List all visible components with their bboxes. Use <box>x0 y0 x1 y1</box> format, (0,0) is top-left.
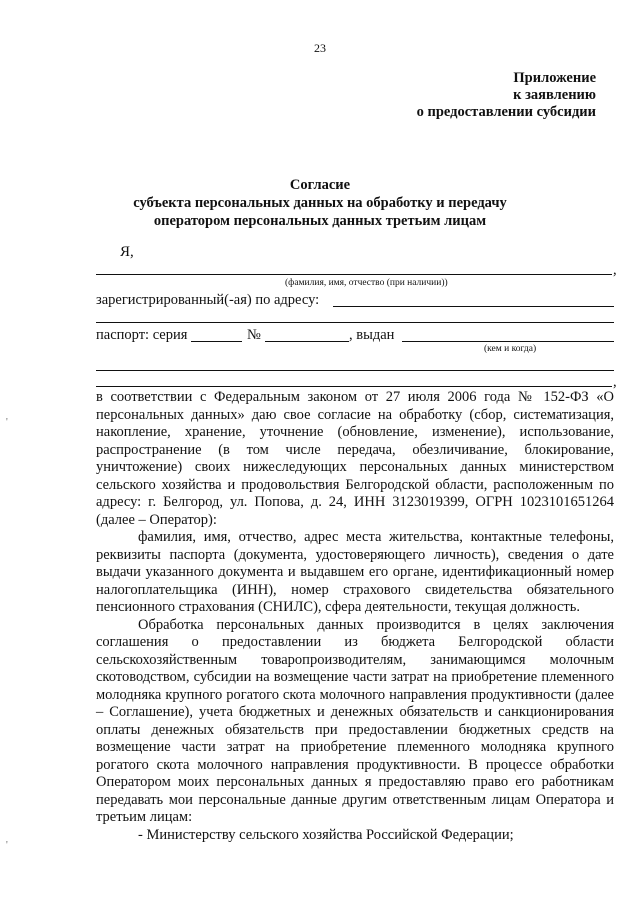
passport-number-label: № <box>247 327 261 343</box>
consent-body <box>96 389 614 844</box>
title-line-1: Согласие <box>289 177 351 193</box>
appendix-line-2: к заявлению <box>513 87 596 103</box>
issued-fill-line[interactable] <box>402 341 614 342</box>
appendix-line-1: Приложение <box>513 70 596 86</box>
appendix-header <box>417 70 596 121</box>
page-number: 23 <box>314 41 326 55</box>
address-fill-line-2[interactable] <box>96 322 614 323</box>
title-line-3: оператором персональных данных третьим лицам <box>153 213 487 229</box>
issued-label: , выдан <box>349 327 395 343</box>
issued-fill-line-3[interactable] <box>96 386 612 387</box>
name-caption: (фамилия, имя, отчество (при наличии)) <box>285 278 448 288</box>
paragraph-consent: в соответствии с Федеральным законом от 27 июля 2006 года № 152-ФЗ «О персональных данных» даю свое согласие на обработку (сбор, систематизация, накопление, хранение, уточнение (обновление, изменение), использование, распространение (в том числе передача, обезличивание, блокирование, уничтожение) своих нижеследующих персональных данных министерством сельского хозяйства и продовольствия Белгородской области, расположенным по адресу: г. Белгород, ул. Попова, д. 24, ИНН 3123019399, ОГРН 1023101651264 (далее – Оператор): <box>96 389 614 528</box>
issued-caption: (кем и когда) <box>484 344 537 354</box>
issued-comma: , <box>613 374 617 390</box>
issued-fill-line-2[interactable] <box>96 370 614 371</box>
passport-series-label: паспорт: серия <box>96 327 188 343</box>
scan-mark: ' <box>6 840 8 851</box>
name-comma: , <box>613 262 617 278</box>
appendix-line-3: о предоставлении субсидии <box>416 104 596 120</box>
document-title <box>0 176 640 230</box>
passport-series-fill[interactable] <box>191 341 242 342</box>
scan-mark: ' <box>6 417 8 428</box>
passport-number-fill[interactable] <box>265 341 349 342</box>
name-fill-line[interactable] <box>96 274 612 275</box>
ya-label: Я, <box>120 244 134 260</box>
bullet-ministry: - Министерству сельского хозяйства Российской Федерации; <box>138 826 514 843</box>
title-line-2: субъекта персональных данных на обработку и передачу <box>133 195 507 211</box>
address-fill-line[interactable] <box>333 306 614 307</box>
registered-label: зарегистрированный(-ая) по адресу: <box>96 292 320 308</box>
paragraph-data-list: фамилия, имя, отчество, адрес места жительства, контактные телефоны, реквизиты паспорта (документа, удостоверяющего личность), сведения о дате выдачи указанного документа и выдавшем его органе, идентификационный номер налогоплательщика (ИНН), номер страхового свидетельства обязательного пенсионного страхования (СНИЛС), сфера деятельности, текущая должность. <box>96 529 614 615</box>
paragraph-purpose: Обработка персональных данных производится в целях заключения соглашения о предоставлении из бюджета Белгородской области сельскохозяйственным товаропроизводителям, занимающимся молочным скотоводством, субсидии на возмещение части затрат на приобретение племенного молодняка крупного рогатого скота молочного направления продуктивности (далее – Соглашение), учета бюджетных и денежных обязательств и санкционирования оплаты денежных обязательств при предоставлении бюджетных средств на возмещение части затрат на приобретение племенного молодняка крупного рогатого скота молочного направления продуктивности. В процессе обработки Оператором моих персональных данных я предоставляю право его работникам передавать мои персональные данные другим ответственным лицам Оператора и третьим лицам: <box>96 616 614 825</box>
